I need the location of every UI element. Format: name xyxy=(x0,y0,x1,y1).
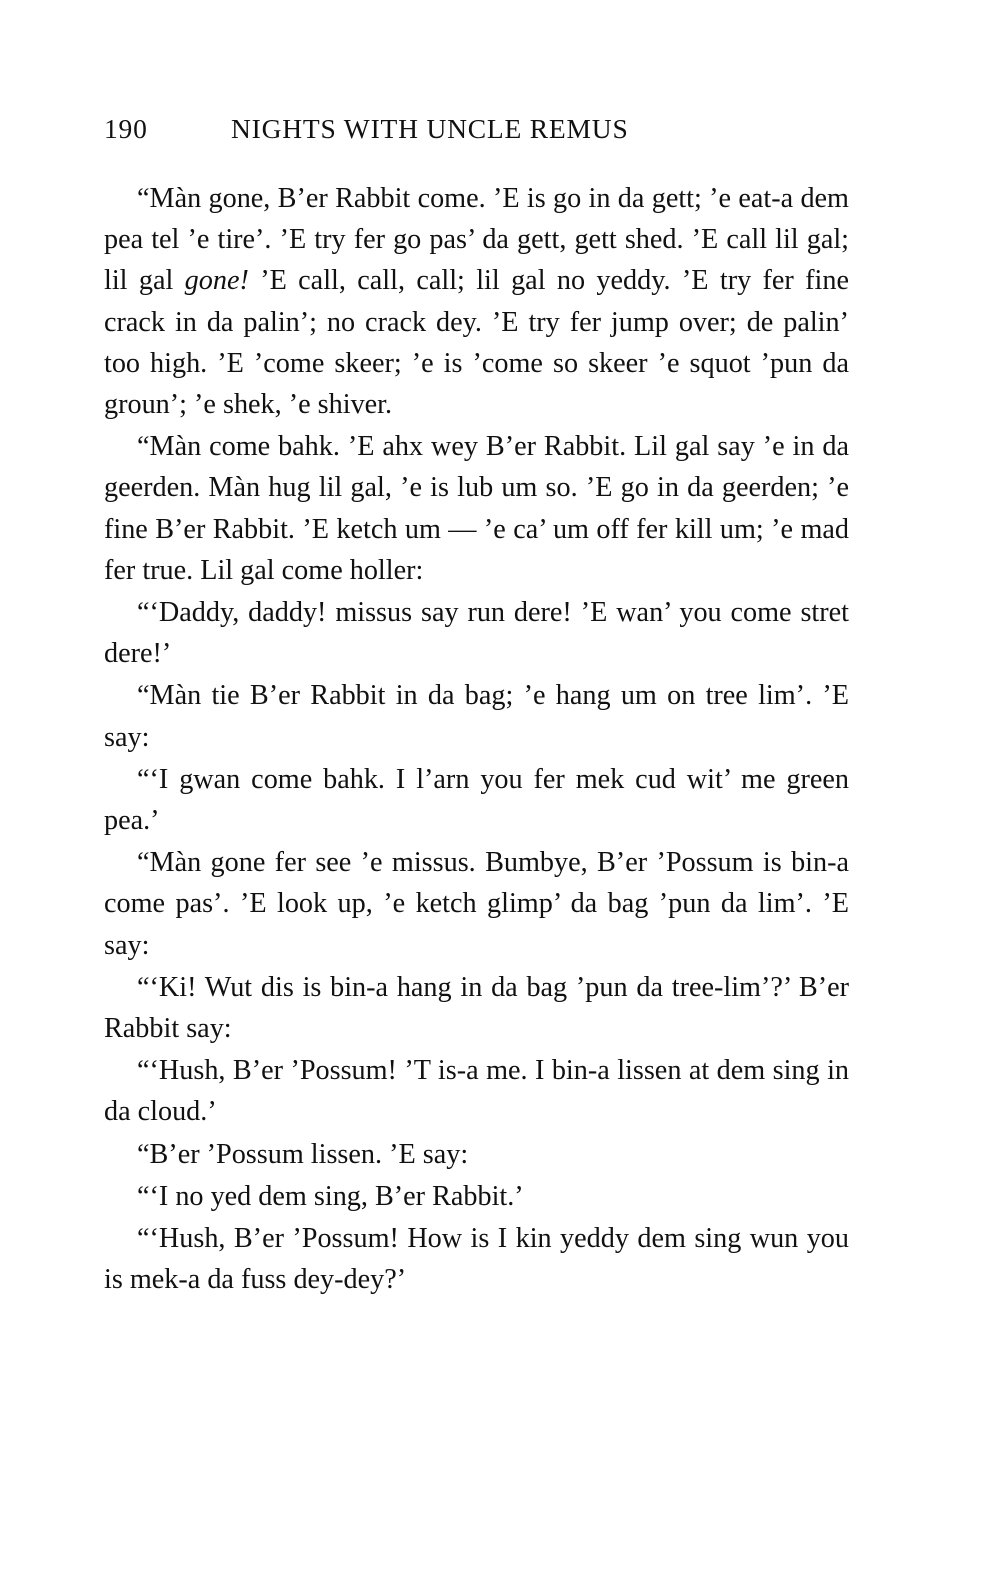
paragraph: “B’er ’Possum lissen. ’E say: xyxy=(137,1138,469,1170)
paragraph: “‘Hush, B’er ’Possum! ’T is-a me. I bin-a lissen at dem sing in da cloud.’ xyxy=(104,1055,849,1128)
paragraph: “‘Daddy, daddy! missus say run dere! ’E wan’ you come stret dere!’ xyxy=(104,597,849,670)
paragraph: “‘Ki! Wut dis is bin-a hang in da bag ’pun da tree-lim’?’ B’er Rabbit say: xyxy=(104,971,849,1045)
emphasis: gone! xyxy=(184,265,249,297)
paragraph: “‘I gwan come bahk. I l’arn you fer mek cud wit’ me green pea.’ xyxy=(104,763,849,837)
running-title: NIGHTS WITH UNCLE REMUS xyxy=(231,113,629,144)
page-number: 190 xyxy=(104,113,148,144)
paragraph: “Màn gone fer see ’e missus. Bumbye, B’er ’Possum is bin-a come pas’. ’E look up, ’e ketch glimp’ da bag ’pun da lim’. ’E say: xyxy=(104,847,849,961)
paragraph: “‘I no yed dem sing, B’er Rabbit.’ xyxy=(137,1180,524,1212)
paragraph: “Màn tie B’er Rabbit in da bag; ’e hang um on tree lim’. ’E say: xyxy=(104,680,849,753)
paragraph: “Màn come bahk. ’E ahx wey B’er Rabbit. Lil gal say ’e in da geerden. Màn hug lil gal, ’e is lub um so. ’E go in da geerden; ’e fine B’er Rabbit. ’E ketch um — ’e ca’ um off fer kill um; ’e mad fer true. Lil gal come holler: xyxy=(104,431,849,586)
paragraph: “‘Hush, B’er ’Possum! How is I kin yeddy dem sing wun you is mek-a da fuss dey-dey?’ xyxy=(104,1223,849,1296)
paragraph: “Màn gone, B’er Rabbit come. ’E is go in da gett; ’e eat-a dem pea tel ’e tire’. ’E try fer go pas’ da gett, gett shed. ’E call lil gal; lil gal gone! ’E call, call, call; lil gal no yeddy. ’E try fer fine crack in da palin’; no crack dey. ’E try fer jump over; de palin’ too high. ’E ’come skeer; ’e is ’come so skeer ’e squot ’pun da groun’; ’e shek, ’e shiver. xyxy=(104,183,849,421)
running-header xyxy=(104,113,849,153)
page-body xyxy=(104,178,849,1300)
